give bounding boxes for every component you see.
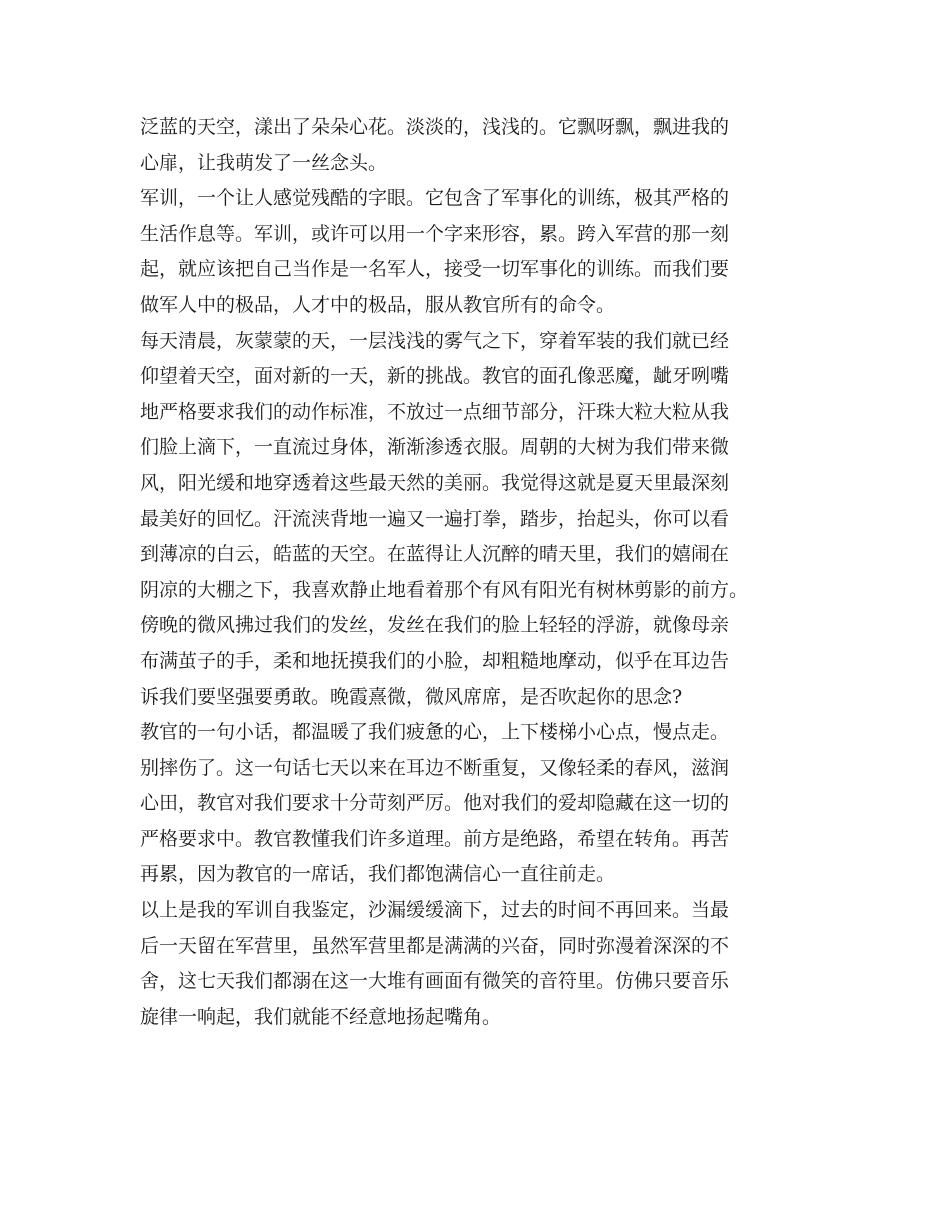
text-line: 旋律一响起，我们就能不经意地扬起嘴角。: [140, 1005, 502, 1028]
text-line: 风，阳光缓和地穿透着这些最天然的美丽。我觉得这就是夏天里最深刻: [140, 471, 730, 494]
text-line: 以上是我的军训自我鉴定，沙漏缓缓滴下，过去的时间不再回来。当最: [140, 899, 730, 922]
text-line: 傍晚的微风拂过我们的发丝，发丝在我们的脸上轻轻的浮游，就像母亲: [140, 614, 730, 637]
text-line: 起，就应该把自己当作是一名军人，接受一切军事化的训练。而我们要: [140, 258, 730, 281]
text-line: 仰望着天空，面对新的一天，新的挑战。教官的面孔像恶魔，龇牙咧嘴: [140, 365, 730, 388]
text-line: 严格要求中。教官教懂我们许多道理。前方是绝路，希望在转角。再苦: [140, 827, 730, 850]
text-line: 生活作息等。军训，或许可以用一个字来形容，累。跨入军营的那一刻: [140, 222, 730, 245]
text-line: 别摔伤了。这一句话七天以来在耳边不断重复，又像轻柔的春风，滋润: [140, 756, 730, 779]
paragraph-intro: [140, 110, 820, 181]
text-line: 泛蓝的天空，漾出了朵朵心花。淡淡的，浅浅的。它飘呀飘，飘进我的: [140, 116, 730, 138]
text-line: 心田，教官对我们要求十分苛刻严厉。他对我们的爱却隐藏在这一切的: [140, 792, 730, 815]
paragraph-daily-training: [140, 324, 820, 716]
text-line: 阴凉的大棚之下，我喜欢静止地看着那个有风有阳光有树林剪影的前方。: [140, 578, 749, 601]
text-line: 每天清晨，灰蒙蒙的天，一层浅浅的雾气之下，穿着军装的我们就已经: [140, 329, 730, 352]
text-line: 后一天留在军营里，虽然军营里都是满满的兴奋，同时弥漫着深深的不: [140, 934, 730, 957]
paragraph-military-training: [140, 181, 820, 323]
paragraph-instructor: [140, 715, 820, 893]
text-line: 军训，一个让人感觉残酷的字眼。它包含了军事化的训练，极其严格的: [140, 187, 730, 210]
text-line: 到薄凉的白云，皓蓝的天空。在蓝得让人沉醉的晴天里，我们的嬉闹在: [140, 543, 730, 566]
text-line: 舍，这七天我们都溺在这一大堆有画面有微笑的音符里。仿佛只要音乐: [140, 970, 730, 993]
text-line: 诉我们要坚强要勇敢。晚霞熹微，微风席席，是否吹起你的思念?: [140, 685, 683, 708]
text-line: 再累，因为教官的一席话，我们都饱满信心一直往前走。: [140, 863, 616, 886]
document-body: [140, 110, 820, 1035]
text-line: 最美好的回忆。汗流浃背地一遍又一遍打拳，踏步，抬起头，你可以看: [140, 507, 730, 530]
paragraph-conclusion: [140, 893, 820, 1035]
text-line: 们脸上滴下，一直流过身体，渐渐渗透衣服。周朝的大树为我们带来微: [140, 436, 730, 459]
text-line: 布满茧子的手，柔和地抚摸我们的小脸，却粗糙地摩动，似乎在耳边告: [140, 649, 730, 672]
text-line: 心扉，让我萌发了一丝念头。: [140, 151, 388, 174]
text-line: 做军人中的极品，人才中的极品，服从教官所有的命令。: [140, 293, 616, 316]
text-line: 教官的一句小话，都温暖了我们疲惫的心，上下楼梯小心点，慢点走。: [140, 721, 730, 744]
text-line: 地严格要求我们的动作标准，不放过一点细节部分，汗珠大粒大粒从我: [140, 400, 730, 423]
